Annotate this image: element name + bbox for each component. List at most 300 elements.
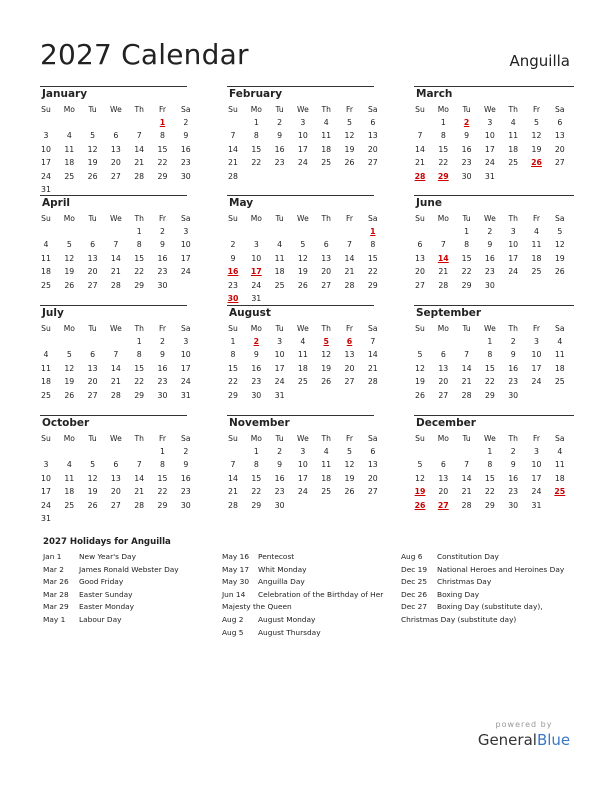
day-cell: 11 bbox=[531, 240, 542, 250]
holiday-date: May 1 bbox=[43, 614, 66, 624]
day-cell: 31 bbox=[180, 390, 191, 400]
month-divider bbox=[414, 305, 574, 306]
month-name: May bbox=[229, 197, 254, 209]
day-cell: 5 bbox=[347, 447, 352, 456]
holiday-item bbox=[401, 602, 581, 615]
day-cell: 28 bbox=[461, 500, 472, 510]
weekday-label: Sa bbox=[181, 214, 191, 223]
day-cell: 16 bbox=[274, 473, 285, 483]
day-cell: 7 bbox=[230, 131, 236, 141]
day-cell: 2 bbox=[277, 447, 283, 456]
weekday-label: Su bbox=[41, 214, 51, 223]
month-name: March bbox=[416, 88, 453, 100]
day-cell: 9 bbox=[230, 253, 236, 263]
holiday-date: Jun 14 bbox=[222, 589, 246, 599]
day-cell: 13 bbox=[87, 363, 98, 373]
day-cell: 13 bbox=[110, 473, 121, 483]
day-cell: 22 bbox=[438, 158, 449, 168]
day-cell: 12 bbox=[344, 460, 355, 470]
day-cell: 14 bbox=[228, 473, 238, 483]
weekday-label: Su bbox=[415, 214, 425, 223]
weekday-label: Tu bbox=[88, 434, 97, 443]
holiday-date: Mar 28 bbox=[43, 589, 69, 599]
day-cell: 1 bbox=[440, 118, 446, 127]
day-cell: 23 bbox=[484, 267, 495, 277]
day-cell: 17 bbox=[484, 144, 495, 154]
day-cell: 23 bbox=[508, 377, 519, 387]
holiday-date: Jan 1 bbox=[43, 552, 62, 561]
day-cell: 27 bbox=[110, 500, 121, 510]
day-cell: 8 bbox=[136, 350, 142, 360]
holiday-date: May 30 bbox=[222, 577, 250, 587]
holiday-day-cell: 16 bbox=[227, 267, 239, 277]
day-cell: 14 bbox=[110, 253, 121, 263]
holiday-date: Dec 25 bbox=[401, 577, 428, 587]
day-cell: 20 bbox=[367, 473, 378, 483]
day-cell: 13 bbox=[438, 363, 449, 373]
day-cell: 2 bbox=[183, 118, 189, 127]
day-cell: 26 bbox=[64, 280, 75, 290]
weekday-label: Mo bbox=[250, 434, 262, 443]
holiday-item bbox=[401, 615, 581, 628]
weekday-label: Fr bbox=[533, 324, 540, 333]
holiday-item bbox=[43, 590, 223, 603]
weekday-label: Th bbox=[508, 434, 518, 443]
day-cell: 22 bbox=[367, 267, 378, 277]
generalblue-logo bbox=[474, 720, 574, 749]
day-cell: 24 bbox=[251, 280, 262, 290]
day-cell: 21 bbox=[415, 158, 425, 168]
day-cell: 26 bbox=[321, 377, 332, 387]
day-cell: 20 bbox=[110, 487, 121, 497]
weekday-label: We bbox=[297, 214, 309, 223]
day-cell: 18 bbox=[531, 253, 542, 263]
day-cell: 9 bbox=[277, 460, 283, 470]
holiday-name: Pentecost bbox=[258, 552, 295, 561]
month-april bbox=[40, 195, 200, 300]
day-cell: 26 bbox=[415, 390, 425, 400]
day-cell: 30 bbox=[274, 500, 285, 510]
day-cell: 6 bbox=[557, 118, 563, 127]
day-cell: 3 bbox=[487, 118, 493, 127]
day-cell: 15 bbox=[461, 253, 472, 263]
day-cell: 28 bbox=[461, 390, 472, 400]
day-cell: 4 bbox=[43, 240, 49, 250]
day-cell: 10 bbox=[41, 144, 51, 154]
weekday-label: Fr bbox=[533, 214, 540, 223]
day-cell: 8 bbox=[253, 460, 259, 470]
day-cell: 14 bbox=[461, 363, 472, 373]
day-cell: 27 bbox=[110, 171, 121, 181]
day-cell: 26 bbox=[344, 158, 355, 168]
day-cell: 9 bbox=[277, 131, 283, 141]
weekday-label: Th bbox=[508, 105, 518, 114]
day-cell: 7 bbox=[230, 460, 236, 470]
day-cell: 4 bbox=[534, 227, 539, 236]
day-cell: 24 bbox=[180, 377, 191, 387]
day-cell: 11 bbox=[41, 363, 51, 373]
day-cell: 23 bbox=[157, 377, 168, 387]
day-cell: 21 bbox=[344, 267, 355, 277]
day-cell: 3 bbox=[300, 118, 306, 127]
holiday-name: Anguilla Day bbox=[258, 577, 305, 587]
weekday-label: Sa bbox=[368, 434, 378, 443]
day-cell: 18 bbox=[64, 158, 75, 168]
day-cell: 25 bbox=[321, 158, 332, 168]
day-cell: 2 bbox=[510, 337, 516, 346]
day-cell: 24 bbox=[180, 267, 191, 277]
day-cell: 17 bbox=[41, 158, 51, 168]
day-cell: 6 bbox=[370, 447, 376, 456]
day-cell: 4 bbox=[557, 337, 563, 346]
day-cell: 1 bbox=[464, 227, 470, 236]
day-cell: 13 bbox=[321, 253, 332, 263]
holiday-day-cell: 30 bbox=[227, 294, 239, 303]
day-cell: 18 bbox=[321, 473, 332, 483]
day-cell: 25 bbox=[41, 280, 51, 290]
day-cell: 11 bbox=[321, 460, 332, 470]
day-cell: 14 bbox=[110, 363, 121, 373]
day-cell: 27 bbox=[438, 390, 449, 400]
day-cell: 3 bbox=[183, 337, 189, 346]
day-cell: 3 bbox=[253, 240, 259, 250]
holiday-day-cell: 17 bbox=[250, 267, 262, 277]
day-cell: 13 bbox=[438, 473, 449, 483]
day-cell: 2 bbox=[160, 337, 165, 346]
day-cell: 4 bbox=[323, 447, 329, 456]
day-cell: 12 bbox=[415, 473, 425, 483]
month-november bbox=[227, 415, 387, 520]
month-divider bbox=[40, 305, 187, 306]
day-cell: 3 bbox=[43, 131, 49, 141]
day-cell: 4 bbox=[277, 240, 283, 250]
day-cell: 23 bbox=[180, 487, 191, 497]
holiday-name: Majesty the Queen bbox=[222, 602, 292, 612]
month-name: November bbox=[229, 417, 290, 429]
day-cell: 28 bbox=[367, 377, 378, 387]
month-september bbox=[414, 305, 574, 410]
day-cell: 20 bbox=[367, 144, 378, 154]
day-cell: 31 bbox=[41, 514, 51, 523]
weekday-label: Su bbox=[228, 434, 238, 443]
month-divider bbox=[227, 305, 374, 306]
holiday-day-cell: 1 bbox=[159, 118, 166, 127]
day-cell: 22 bbox=[134, 377, 145, 387]
day-cell: 28 bbox=[134, 171, 145, 181]
day-cell: 21 bbox=[228, 487, 238, 497]
day-cell: 22 bbox=[157, 158, 168, 168]
day-cell: 11 bbox=[41, 253, 51, 263]
weekday-label: Su bbox=[415, 105, 425, 114]
holiday-item bbox=[222, 615, 402, 628]
day-cell: 8 bbox=[136, 240, 142, 250]
day-cell: 19 bbox=[87, 158, 98, 168]
day-cell: 25 bbox=[531, 267, 542, 277]
weekday-label: Sa bbox=[555, 434, 565, 443]
holiday-name: Christmas Day bbox=[437, 577, 492, 587]
holiday-item bbox=[401, 577, 581, 590]
day-cell: 28 bbox=[228, 500, 238, 510]
day-cell: 20 bbox=[415, 267, 425, 277]
day-cell: 7 bbox=[113, 350, 119, 360]
day-cell: 5 bbox=[90, 131, 96, 141]
holiday-name: Whit Monday bbox=[258, 564, 307, 574]
holiday-day-cell: 25 bbox=[554, 487, 566, 497]
holiday-name: New Year's Day bbox=[79, 552, 136, 561]
day-cell: 6 bbox=[90, 350, 96, 360]
holidays-title: 2027 Holidays for Anguilla bbox=[43, 537, 171, 547]
day-cell: 12 bbox=[87, 473, 98, 483]
day-cell: 8 bbox=[370, 240, 376, 250]
weekday-label: Th bbox=[508, 214, 518, 223]
weekday-label: We bbox=[110, 105, 122, 114]
day-cell: 29 bbox=[484, 390, 495, 400]
day-cell: 14 bbox=[461, 473, 472, 483]
day-cell: 27 bbox=[367, 487, 378, 497]
day-cell: 11 bbox=[64, 144, 75, 154]
day-cell: 5 bbox=[347, 118, 352, 127]
day-cell: 26 bbox=[297, 280, 308, 290]
day-cell: 17 bbox=[531, 473, 542, 483]
day-cell: 31 bbox=[484, 171, 495, 181]
day-cell: 19 bbox=[531, 144, 542, 154]
weekday-label: We bbox=[110, 324, 122, 333]
day-cell: 16 bbox=[251, 363, 262, 373]
day-cell: 19 bbox=[64, 267, 75, 277]
day-cell: 16 bbox=[484, 253, 495, 263]
day-cell: 18 bbox=[297, 363, 308, 373]
day-cell: 20 bbox=[87, 377, 98, 387]
day-cell: 12 bbox=[87, 144, 98, 154]
day-cell: 15 bbox=[367, 253, 378, 263]
holiday-day-cell: 29 bbox=[437, 171, 449, 181]
day-cell: 23 bbox=[274, 487, 285, 497]
day-cell: 18 bbox=[41, 377, 51, 387]
day-cell: 19 bbox=[87, 487, 98, 497]
weekday-label: Su bbox=[228, 105, 238, 114]
holiday-day-cell: 2 bbox=[253, 337, 260, 346]
holiday-date: Aug 2 bbox=[222, 614, 244, 624]
day-cell: 18 bbox=[554, 363, 565, 373]
weekday-label: Mo bbox=[63, 434, 75, 443]
day-cell: 10 bbox=[297, 460, 308, 470]
holiday-item bbox=[43, 602, 223, 615]
month-july bbox=[40, 305, 200, 410]
day-cell: 24 bbox=[41, 171, 51, 181]
day-cell: 10 bbox=[180, 350, 191, 360]
holiday-item bbox=[43, 577, 223, 590]
day-cell: 3 bbox=[534, 337, 539, 346]
day-cell: 29 bbox=[134, 280, 145, 290]
day-cell: 17 bbox=[180, 253, 191, 263]
weekday-label: Mo bbox=[437, 434, 449, 443]
day-cell: 25 bbox=[41, 390, 51, 400]
day-cell: 23 bbox=[228, 280, 238, 290]
weekday-label: Sa bbox=[368, 324, 378, 333]
month-divider bbox=[227, 86, 374, 87]
day-cell: 15 bbox=[134, 363, 145, 373]
holiday-name: National Heroes and Heroines Day bbox=[437, 564, 565, 574]
day-cell: 1 bbox=[253, 447, 259, 456]
day-cell: 5 bbox=[300, 240, 306, 250]
day-cell: 12 bbox=[344, 131, 355, 141]
day-cell: 16 bbox=[461, 144, 472, 154]
holiday-item bbox=[222, 552, 402, 565]
day-cell: 20 bbox=[438, 377, 449, 387]
day-cell: 20 bbox=[110, 158, 121, 168]
day-cell: 1 bbox=[487, 337, 493, 346]
day-cell: 7 bbox=[136, 131, 142, 141]
holiday-column bbox=[222, 552, 402, 640]
day-cell: 30 bbox=[180, 171, 191, 181]
day-cell: 25 bbox=[508, 158, 519, 168]
day-cell: 29 bbox=[367, 280, 378, 290]
holiday-item bbox=[43, 565, 223, 578]
day-cell: 16 bbox=[274, 144, 285, 154]
day-cell: 24 bbox=[297, 158, 308, 168]
day-cell: 21 bbox=[461, 487, 472, 497]
day-cell: 1 bbox=[230, 337, 236, 346]
weekday-label: We bbox=[297, 434, 309, 443]
holiday-date: Dec 19 bbox=[401, 564, 428, 574]
weekday-label: Mo bbox=[250, 324, 262, 333]
weekday-label: Fr bbox=[159, 105, 166, 114]
weekday-label: Sa bbox=[368, 214, 378, 223]
holiday-date: Dec 26 bbox=[401, 589, 428, 599]
day-cell: 13 bbox=[110, 144, 121, 154]
day-cell: 13 bbox=[554, 131, 565, 141]
weekday-label: Tu bbox=[275, 214, 284, 223]
day-cell: 22 bbox=[251, 158, 262, 168]
day-cell: 22 bbox=[484, 487, 495, 497]
month-divider bbox=[227, 415, 374, 416]
day-cell: 4 bbox=[557, 447, 563, 456]
day-cell: 12 bbox=[554, 240, 565, 250]
weekday-label: Th bbox=[321, 324, 331, 333]
day-cell: 25 bbox=[321, 487, 332, 497]
day-cell: 26 bbox=[87, 171, 98, 181]
weekday-label: Fr bbox=[346, 324, 353, 333]
weekday-label: Su bbox=[41, 105, 51, 114]
day-cell: 17 bbox=[297, 473, 308, 483]
day-cell: 26 bbox=[64, 390, 75, 400]
weekday-label: Su bbox=[415, 434, 425, 443]
day-cell: 15 bbox=[251, 473, 262, 483]
day-cell: 14 bbox=[415, 144, 425, 154]
day-cell: 15 bbox=[484, 363, 495, 373]
day-cell: 19 bbox=[344, 473, 355, 483]
day-cell: 8 bbox=[464, 240, 470, 250]
day-cell: 5 bbox=[557, 227, 563, 236]
day-cell: 12 bbox=[64, 363, 75, 373]
day-cell: 8 bbox=[253, 131, 259, 141]
day-cell: 21 bbox=[110, 267, 121, 277]
holiday-name: Easter Sunday bbox=[79, 589, 133, 599]
day-cell: 5 bbox=[534, 118, 539, 127]
weekday-label: Tu bbox=[275, 324, 284, 333]
weekday-label: We bbox=[484, 434, 496, 443]
month-divider bbox=[414, 195, 574, 196]
day-cell: 9 bbox=[253, 350, 259, 360]
day-cell: 28 bbox=[134, 500, 145, 510]
day-cell: 20 bbox=[321, 267, 332, 277]
day-cell: 25 bbox=[297, 377, 308, 387]
day-cell: 14 bbox=[344, 253, 355, 263]
day-cell: 16 bbox=[508, 363, 519, 373]
day-cell: 13 bbox=[367, 460, 378, 470]
day-cell: 26 bbox=[344, 487, 355, 497]
holiday-name: Constitution Day bbox=[437, 552, 499, 561]
weekday-label: Tu bbox=[275, 434, 284, 443]
day-cell: 22 bbox=[461, 267, 472, 277]
day-cell: 22 bbox=[251, 487, 262, 497]
holiday-name: Labour Day bbox=[79, 614, 122, 624]
day-cell: 18 bbox=[64, 487, 75, 497]
day-cell: 24 bbox=[41, 500, 51, 510]
page-title: 2027 Calendar bbox=[40, 38, 249, 71]
day-cell: 15 bbox=[251, 144, 262, 154]
weekday-label: Tu bbox=[462, 434, 471, 443]
day-cell: 29 bbox=[134, 390, 145, 400]
day-cell: 29 bbox=[157, 171, 168, 181]
holiday-item bbox=[43, 615, 223, 628]
day-cell: 27 bbox=[367, 158, 378, 168]
weekday-label: Su bbox=[228, 324, 238, 333]
day-cell: 21 bbox=[134, 158, 145, 168]
holiday-day-cell: 2 bbox=[463, 118, 470, 127]
holiday-day-cell: 28 bbox=[414, 171, 426, 181]
weekday-label: Mo bbox=[250, 105, 262, 114]
day-cell: 9 bbox=[510, 460, 516, 470]
day-cell: 7 bbox=[464, 350, 470, 360]
day-cell: 2 bbox=[510, 447, 516, 456]
day-cell: 4 bbox=[43, 350, 49, 360]
day-cell: 8 bbox=[440, 131, 446, 141]
day-cell: 7 bbox=[417, 131, 423, 141]
day-cell: 8 bbox=[487, 350, 493, 360]
day-cell: 6 bbox=[90, 240, 96, 250]
day-cell: 14 bbox=[228, 144, 238, 154]
day-cell: 9 bbox=[183, 460, 189, 470]
month-name: February bbox=[229, 88, 283, 100]
day-cell: 9 bbox=[510, 350, 516, 360]
day-cell: 11 bbox=[554, 460, 565, 470]
day-cell: 10 bbox=[531, 460, 542, 470]
day-cell: 6 bbox=[440, 460, 446, 470]
holiday-day-cell: 27 bbox=[437, 500, 449, 510]
day-cell: 18 bbox=[554, 473, 565, 483]
month-name: December bbox=[416, 417, 476, 429]
day-cell: 10 bbox=[180, 240, 191, 250]
holiday-name: Boxing Day (substitute day), bbox=[437, 602, 543, 612]
month-divider bbox=[414, 415, 574, 416]
day-cell: 2 bbox=[487, 227, 493, 236]
holiday-item bbox=[222, 590, 402, 603]
weekday-label: Su bbox=[41, 434, 51, 443]
month-name: September bbox=[416, 307, 482, 319]
weekday-label: We bbox=[297, 324, 309, 333]
day-cell: 24 bbox=[531, 377, 542, 387]
month-december bbox=[414, 415, 574, 520]
weekday-label: Th bbox=[134, 434, 144, 443]
day-cell: 13 bbox=[367, 131, 378, 141]
weekday-label: Su bbox=[228, 214, 238, 223]
weekday-label: We bbox=[484, 214, 496, 223]
weekday-label: Su bbox=[41, 324, 51, 333]
day-cell: 30 bbox=[508, 390, 519, 400]
day-cell: 19 bbox=[297, 267, 308, 277]
day-cell: 23 bbox=[461, 158, 472, 168]
